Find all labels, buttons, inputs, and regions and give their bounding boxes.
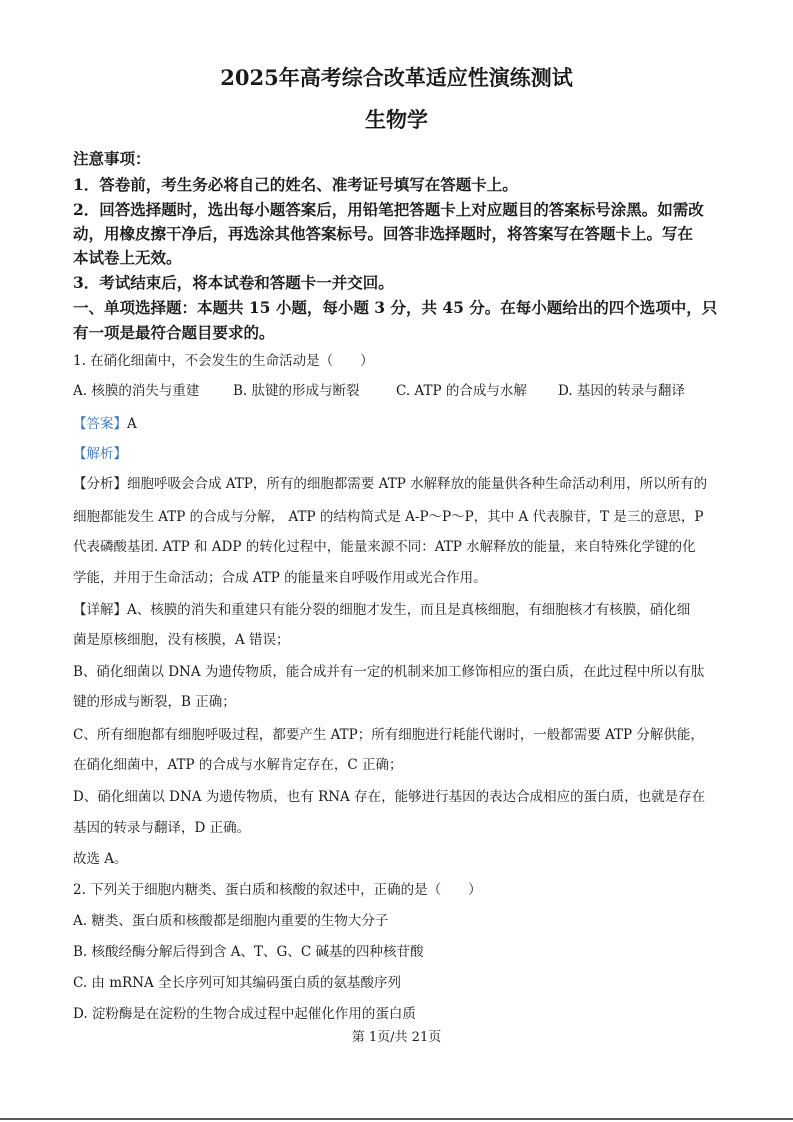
xiangjie-line: 故选 A。 <box>73 851 128 867</box>
q1-answer <box>73 412 723 432</box>
fenxi-line: 【分析】细胞呼吸会合成 ATP，所有的细胞都需要 ATP 水解释放的能量供各种生命活动利用，所以所有的 <box>73 476 708 492</box>
analysis-tag: 【解析】 <box>73 446 127 462</box>
notice-item: 动，用橡皮擦干净后，再选涂其他答案标号。回答非选择题时，将答案写在答题卡上。写在 <box>73 224 694 243</box>
xiangjie-line: 菌是原核细胞，没有核膜，A 错误； <box>73 632 290 648</box>
fenxi-line: 学能，并用于生命活动；合成 ATP 的能量来自呼吸作用或光合作用。 <box>73 570 487 586</box>
notice-item: 2．回答选择题时，选出每小题答案后，用铅笔把答题卡上对应题目的答案标号涂黑。如需改 <box>73 200 704 219</box>
q2-option-b: B. 核酸经酶分解后得到含 A、T、G、C 碱基的四种核苷酸 <box>73 944 424 960</box>
q2-option-a: A. 糖类、蛋白质和核酸都是细胞内重要的生物大分子 <box>73 913 389 929</box>
xiangjie-line: 在硝化细菌中，ATP 的合成与水解肯定存在，C 正确； <box>73 757 403 773</box>
xiangjie-line: D、硝化细菌以 DNA 为遗传物质，也有 RNA 存在，能够进行基因的表达合成相应的蛋白质，也就是存在 <box>73 789 706 805</box>
answer-value: A <box>127 416 137 432</box>
answer-tag: 【答案】 <box>73 416 127 432</box>
page-number: 第 1页/共 21页 <box>351 1030 442 1045</box>
q1-option-a: A. 核膜的消失与重建 <box>73 383 200 399</box>
q1-stem: 1. 在硝化细菌中，不会发生的生命活动是（ ） <box>73 353 374 369</box>
q1-option-d: D. 基因的转录与翻译 <box>558 383 685 399</box>
xiangjie-line: 【详解】A、核膜的消失和重建只有能分裂的细胞才发生，而且是真核细胞，有细胞核才有核膜，硝化细 <box>73 602 691 618</box>
section-heading: 一、单项选择题：本题共 15 小题，每小题 3 分，共 45 分。在每小题给出的四个选项中，只 <box>73 298 718 317</box>
notice-heading: 注意事项： <box>73 149 151 168</box>
xiangjie-line: 键的形成与断裂，B 正确； <box>73 694 236 710</box>
q2-option-c: C. 由 mRNA 全长序列可知其编码蛋白质的氨基酸序列 <box>73 975 402 991</box>
exam-title: 2025年高考综合改革适应性演练测试 <box>220 65 573 90</box>
fenxi-line: 细胞都能发生 ATP 的合成与分解， ATP 的结构简式是 A-P～P～P，其中 A 代表腺苷，T 是三的意思，P <box>73 509 704 525</box>
subject-title: 生物学 <box>365 107 428 132</box>
bottom-divider <box>0 1118 793 1120</box>
q2-stem: 2. 下列关于细胞内糖类、蛋白质和核酸的叙述中，正确的是（ ） <box>73 882 482 898</box>
xiangjie-line: 基因的转录与翻译，D 正确。 <box>73 820 251 836</box>
section-heading-cont: 有一项是最符合题目要求的。 <box>73 323 275 342</box>
q2-option-d: D. 淀粉酶是在淀粉的生物合成过程中起催化作用的蛋白质 <box>73 1006 416 1022</box>
notice-item: 本试卷上无效。 <box>73 248 182 267</box>
xiangjie-line: C、所有细胞都有细胞呼吸过程，都要产生 ATP；所有细胞进行耗能代谢时，一般都需要 ATP 分解供能， <box>73 727 704 743</box>
q1-option-b: B. 肽键的形成与断裂 <box>233 383 360 399</box>
q1-options <box>73 379 723 399</box>
fenxi-line: 代表磷酸基团. ATP 和 ADP 的转化过程中，能量来源不同：ATP 水解释放的能量，来自特殊化学键的化 <box>73 539 696 555</box>
notice-item: 1．答卷前，考生务必将自己的姓名、准考证号填写在答题卡上。 <box>73 175 518 194</box>
xiangjie-line: B、硝化细菌以 DNA 为遗传物质，能合成并有一定的机制来加工修饰相应的蛋白质，在此过程中所以有肽 <box>73 664 705 680</box>
q1-option-c: C. ATP 的合成与水解 <box>396 383 527 399</box>
notice-item: 3．考试结束后，将本试卷和答题卡一并交回。 <box>73 273 394 292</box>
